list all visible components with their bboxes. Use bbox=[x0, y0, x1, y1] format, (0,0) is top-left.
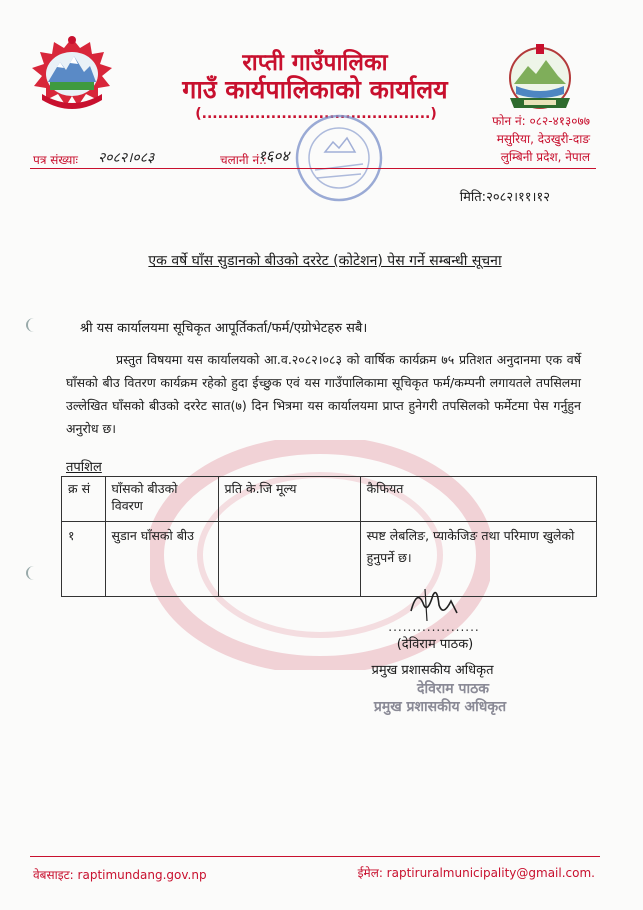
quotation-table bbox=[61, 476, 597, 597]
letterhead-title-municipality: राप्ती गाउँपालिका bbox=[242, 50, 388, 76]
signatory-title: प्रमुख प्रशासकीय अधिकृत bbox=[371, 663, 494, 678]
cell-serial: १ bbox=[62, 522, 106, 597]
nepal-emblem-logo-icon bbox=[28, 34, 116, 114]
letter-body-text: प्रस्तुत विषयमा यस कार्यालयको आ.व.२०८२।०८३ को वार्षिक कार्यक्रम ७५ प्रतिशत अनुदानमा एक वर्षे घाँसको बीउ वितरण कार्यक्रम रहेको हुदा ईच्छुक एवं यस गाउँपालिकामा सूचिकृत फर्म/कम्पनी लगायतले तपसिलमा उल्लेखित घाँसको बीउको दररेट सात(७) दिन भित्रमा यस कार्यालयमा प्राप्त हुनेगरी तपसिलको फर्मेटमा पेस गर्नुहुन अनुरोध छ। bbox=[66, 352, 581, 436]
letter-subject: एक वर्षे घाँस सुडानको बीउको दररेट (कोटेशन) पेस गर्ने सम्बन्धी सूचना bbox=[148, 253, 502, 269]
letter-recipient: श्री यस कार्यालयमा सूचिकृत आपूर्तिकर्ता/फर्म/एग्रोभेटहरु सबै। bbox=[80, 321, 368, 336]
letterhead-dotted-line: (...........................................) bbox=[195, 106, 437, 122]
letterhead-title-office: गाउँ कार्यपालिकाको कार्यालय bbox=[182, 75, 448, 104]
table-header-row bbox=[62, 477, 597, 522]
letterhead-address-line1: मसुरिया, देउखुरी-दाङ bbox=[496, 132, 590, 146]
office-stamp-icon bbox=[293, 112, 385, 204]
tapasil-label: तपशिल bbox=[66, 460, 102, 475]
signatory-name: (देविराम पाठक) bbox=[396, 637, 474, 652]
chalani-number-label: चलानी नं.: bbox=[220, 153, 267, 167]
column-header-remarks: कैफियत bbox=[360, 477, 596, 522]
municipality-logo-icon bbox=[500, 40, 580, 112]
table-row bbox=[62, 522, 597, 597]
column-header-price-per-kg: प्रति के.जि मूल्य bbox=[218, 477, 360, 522]
name-stamp-name: देविराम पाठक bbox=[417, 681, 489, 697]
patra-sankhya-label: पत्र संख्याः bbox=[33, 153, 78, 167]
cell-price-per-kg bbox=[218, 522, 360, 597]
footer-email: ईमेल: raptiruralmunicipality@gmail.com. bbox=[357, 866, 595, 880]
letterhead-address-line2: लुम्बिनी प्रदेश, नेपाल bbox=[500, 150, 590, 164]
signature-dotted-line: ................... bbox=[388, 620, 480, 634]
chalani-number-value: १६०४ bbox=[258, 147, 290, 165]
column-header-seed-description: घाँसको बीउको विवरण bbox=[105, 477, 218, 522]
cell-remarks: स्पष्ट लेबलिङ, प्याकेजिङ तथा परिमाण खुलेको हुनुपर्ने छ। bbox=[360, 522, 596, 597]
letterhead-phone: फोन नं: ०८२-४१३०७७ bbox=[492, 114, 590, 128]
footer-website: वेबसाइट: raptimundang.gov.np bbox=[33, 868, 207, 882]
letter-body bbox=[66, 348, 581, 440]
punch-hole-mark bbox=[26, 318, 42, 332]
handwritten-signature-icon bbox=[403, 583, 463, 623]
column-header-serial: क्र सं bbox=[62, 477, 106, 522]
punch-hole-mark bbox=[26, 566, 42, 580]
patra-sankhya-value: २०८२।०८३ bbox=[98, 150, 155, 166]
cell-seed-description: सुडान घाँसको बीउ bbox=[105, 522, 218, 597]
name-stamp-title: प्रमुख प्रशासकीय अधिकृत bbox=[373, 699, 507, 715]
footer-divider bbox=[30, 856, 600, 857]
letter-date: मिति:२०८२।११।१२ bbox=[459, 190, 550, 205]
letterhead-divider bbox=[30, 168, 596, 169]
